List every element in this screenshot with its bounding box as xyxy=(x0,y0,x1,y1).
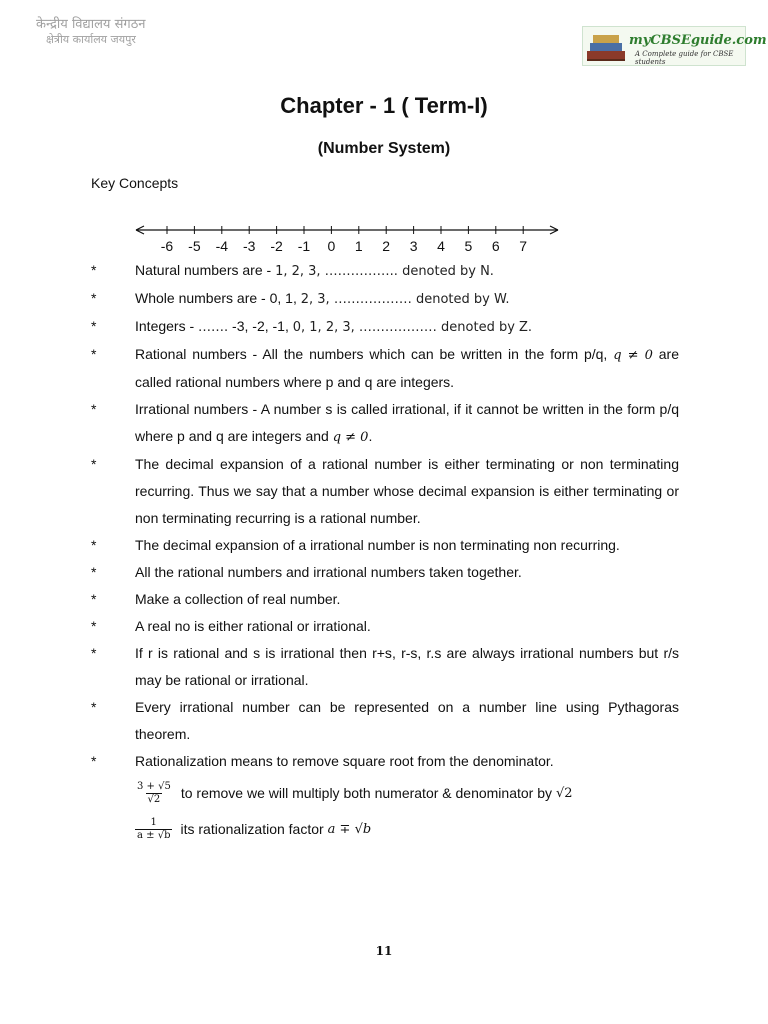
item-text-negatives: -3, -2, -1, xyxy=(228,318,293,334)
bullet-marker: * xyxy=(91,456,97,472)
chapter-title: Chapter - 1 ( Term-I) xyxy=(280,93,488,118)
item-text-detail: ……. xyxy=(198,320,229,335)
number-line-label: 6 xyxy=(491,238,500,254)
rationalization-example-1 xyxy=(91,775,679,811)
rationalizing-factor: √2 xyxy=(556,785,573,801)
fraction-denominator: √2 xyxy=(147,793,161,805)
item-text-detail: 1, 2, 3, …………….. denoted by N. xyxy=(275,264,494,279)
books-icon xyxy=(585,29,627,63)
item-text: A real no is either rational or irrational. xyxy=(135,618,371,634)
bullet-marker: * xyxy=(91,618,97,634)
example-text: to remove we will multiply both numerator & denominator by xyxy=(180,784,553,801)
list-item xyxy=(91,396,679,451)
item-text: Every irrational number can be represented on a number line using Pythagoras theorem. xyxy=(135,699,679,742)
bullet-marker: * xyxy=(91,753,97,769)
number-line-label: 3 xyxy=(409,238,418,254)
item-text-continued: . xyxy=(368,428,373,444)
bullet-marker: * xyxy=(91,564,97,580)
key-concepts-heading: Key Concepts xyxy=(91,175,179,191)
mycbseguide-logo xyxy=(582,26,767,66)
bullet-marker: * xyxy=(91,346,97,362)
item-text: Rationalization means to remove square root from the denominator. xyxy=(135,753,554,769)
number-line-label: -3 xyxy=(242,238,256,254)
list-item xyxy=(91,532,679,559)
number-line-label: -1 xyxy=(297,238,311,254)
math-condition: q ≠ 0 xyxy=(613,348,653,363)
bullet-marker: * xyxy=(91,262,97,278)
number-line-label: 0 xyxy=(327,238,336,254)
item-text: Whole numbers are - 0, 1, xyxy=(135,290,301,306)
list-item xyxy=(91,341,679,396)
number-line-label: -2 xyxy=(270,238,283,254)
org-header xyxy=(36,17,145,47)
list-item xyxy=(91,640,679,694)
item-text: If r is rational and s is irrational then r+s, r-s, r.s are always irrational numbers but r/s may be rational or irrational. xyxy=(135,645,679,688)
bullet-marker: * xyxy=(91,318,97,334)
number-line-label: -5 xyxy=(188,238,201,254)
item-text-continued: are called rational numbers where p and q are integers. xyxy=(135,346,680,390)
number-line-label: 1 xyxy=(354,238,363,254)
item-text: Make a collection of real number. xyxy=(135,591,341,607)
bullet-marker: * xyxy=(91,645,97,661)
item-text: Rational numbers - All the numbers which can be written in the form p/q, xyxy=(135,346,614,362)
number-line-label: 5 xyxy=(464,238,473,254)
fraction-numerator: 3 + √5 xyxy=(137,780,171,792)
item-text: All the rational numbers and irrational numbers taken together. xyxy=(135,564,522,580)
fraction xyxy=(135,781,173,806)
item-text: The decimal expansion of a rational number is either terminating or non terminating recurring. Thus we say that a number whose decimal expansion is either terminating or non terminating recurring is a rational number. xyxy=(135,456,679,526)
item-text: Irrational numbers - A number s is called irrational, if it cannot be written in the form p/q where p and q are integers and xyxy=(135,401,679,444)
fraction-denominator: a ± √b xyxy=(137,829,171,841)
list-item xyxy=(91,559,679,586)
bullet-marker: * xyxy=(91,591,97,607)
list-item xyxy=(91,257,679,285)
item-text-detail: 2, 3, ……………… denoted by W. xyxy=(300,292,510,307)
number-line-label: 7 xyxy=(519,238,528,254)
bullet-marker: * xyxy=(91,537,97,553)
concept-list xyxy=(91,257,679,847)
fraction-numerator: 1 xyxy=(150,816,157,828)
rationalization-example-2 xyxy=(91,811,679,847)
list-item xyxy=(91,748,679,775)
bullet-marker: * xyxy=(91,699,97,715)
example-text: its rationalization factor xyxy=(180,820,324,837)
logo-tagline: A Complete guide for CBSE students xyxy=(635,50,734,66)
fraction xyxy=(135,817,172,842)
logo-brand: myCBSEguide.com xyxy=(629,33,767,48)
page-number: 11 xyxy=(375,944,393,958)
list-item xyxy=(91,313,679,341)
item-text: Natural numbers are - xyxy=(135,262,276,278)
bullet-marker: * xyxy=(91,401,97,417)
org-line-1: केन्द्रीय विद्यालय संगठन xyxy=(36,17,146,32)
math-condition: q ≠ 0 xyxy=(332,430,369,445)
item-text: The decimal expansion of a irrational number is non terminating non recurring. xyxy=(135,537,620,553)
list-item xyxy=(91,285,679,313)
number-line xyxy=(130,218,570,254)
org-line-2: क्षेत्रीय कार्यालय जयपुर xyxy=(46,33,136,46)
rationalizing-factor: a ∓ √b xyxy=(327,821,372,837)
item-text: Integers - xyxy=(135,318,199,334)
bullet-marker: * xyxy=(91,290,97,306)
list-item xyxy=(91,451,679,532)
number-line-label: 2 xyxy=(382,238,391,254)
item-text-detail: 0, 1, 2, 3, ……………… denoted by Z. xyxy=(292,320,533,335)
number-line-label: -6 xyxy=(160,238,174,254)
list-item xyxy=(91,613,679,640)
chapter-subtitle: (Number System) xyxy=(317,140,451,157)
list-item xyxy=(91,586,679,613)
list-item xyxy=(91,694,679,748)
number-line-label: -4 xyxy=(215,238,229,254)
number-line-label: 4 xyxy=(437,238,445,254)
